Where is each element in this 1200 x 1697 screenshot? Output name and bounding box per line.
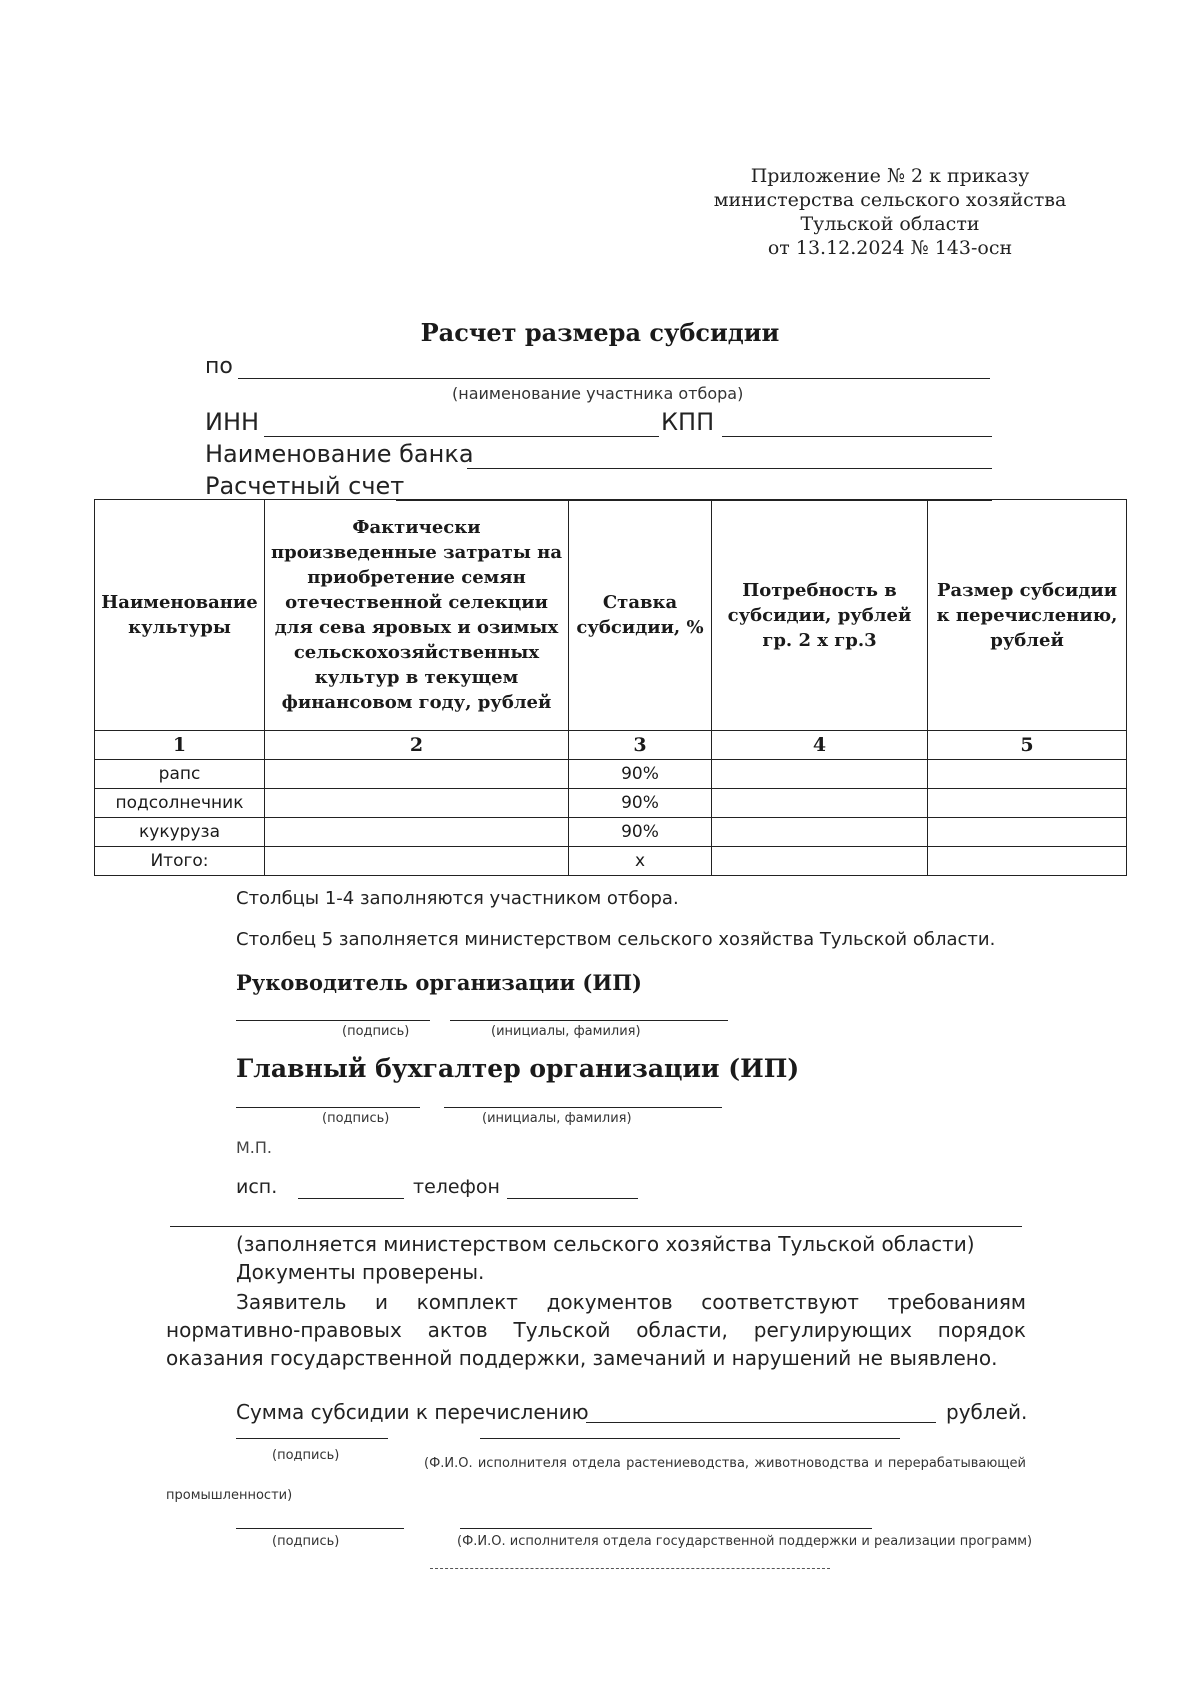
column-number: 5 <box>928 731 1127 760</box>
participant-name-field[interactable] <box>238 378 990 379</box>
inn-field[interactable] <box>264 436 659 437</box>
appendix-line-2: министерства сельского хозяйства <box>713 189 1067 211</box>
accountant-signature-caption: (подпись) <box>322 1111 390 1126</box>
participant-caption: (наименование участника отбора) <box>452 384 744 403</box>
head-signature-field[interactable] <box>236 1020 430 1021</box>
subsidy-table <box>94 499 1127 876</box>
table-row <box>95 760 1127 789</box>
need-cell[interactable] <box>712 760 928 789</box>
executor1-signature-caption: (подпись) <box>272 1448 340 1463</box>
column-header-rate: Ставка субсидии, % <box>569 500 712 731</box>
kpp-label: КПП <box>661 408 715 436</box>
phone-field[interactable] <box>507 1198 638 1199</box>
sum-label: Сумма субсидии к перечислению <box>236 1400 589 1424</box>
column-number: 4 <box>712 731 928 760</box>
executor1-fio-field[interactable] <box>480 1438 900 1439</box>
executor1-signature-field[interactable] <box>236 1438 388 1439</box>
table-total-row <box>95 847 1127 876</box>
docs-checked: Документы проверены. <box>236 1260 485 1284</box>
costs-cell[interactable] <box>265 760 569 789</box>
executor2-signature-caption: (подпись) <box>272 1534 340 1549</box>
costs-cell[interactable] <box>265 789 569 818</box>
executor2-fio-field[interactable] <box>460 1528 872 1529</box>
appendix-line-3: Тульской области <box>800 213 980 235</box>
crop-name-cell: рапс <box>95 760 265 789</box>
chief-accountant-title: Главный бухгалтер организации (ИП) <box>236 1054 800 1083</box>
costs-cell[interactable] <box>265 818 569 847</box>
amount-cell[interactable] <box>928 760 1127 789</box>
accountant-signature-field[interactable] <box>236 1107 420 1108</box>
accountant-initials-caption: (инициалы, фамилия) <box>482 1111 632 1126</box>
kpp-field[interactable] <box>722 436 992 437</box>
executor-label: исп. <box>236 1176 278 1198</box>
amount-cell[interactable] <box>928 789 1127 818</box>
po-label: по <box>205 354 233 379</box>
column-header-crop: Наименование культуры <box>95 500 265 731</box>
note-column-5: Столбец 5 заполняется министерством сельского хозяйства Тульской области. <box>236 929 996 950</box>
rate-cell: х <box>569 847 712 876</box>
sum-field[interactable] <box>586 1422 936 1423</box>
bank-name-label: Наименование банка <box>205 440 474 468</box>
column-header-need: Потребность в субсидии, рублей гр. 2 х гр.3 <box>712 500 928 731</box>
note-columns-1-4: Столбцы 1-4 заполняются участником отбора. <box>236 888 679 909</box>
column-number: 1 <box>95 731 265 760</box>
crop-name-cell: кукуруза <box>95 818 265 847</box>
section-divider <box>170 1226 1022 1227</box>
crop-name-cell: подсолнечник <box>95 789 265 818</box>
appendix-line-4: от 13.12.2024 № 143-осн <box>767 237 1013 259</box>
head-signature-caption: (подпись) <box>342 1024 410 1039</box>
executor-field[interactable] <box>298 1198 404 1199</box>
ministry-filled-note: (заполняется министерством сельского хозяйства Тульской области) <box>236 1232 975 1256</box>
rate-cell: 90% <box>569 789 712 818</box>
bank-name-field[interactable] <box>467 468 992 469</box>
bottom-rule <box>430 1568 830 1569</box>
rate-cell: 90% <box>569 818 712 847</box>
table-header-row <box>95 500 1127 731</box>
column-header-amount: Размер субсидии к перечислению, рублей <box>928 500 1127 731</box>
page-title: Расчет размера субсидии <box>420 318 780 347</box>
costs-cell[interactable] <box>265 847 569 876</box>
table-row <box>95 818 1127 847</box>
rate-cell: 90% <box>569 760 712 789</box>
stamp-place: М.П. <box>236 1138 273 1157</box>
inn-label: ИНН <box>205 408 260 436</box>
amount-cell[interactable] <box>928 818 1127 847</box>
compliance-statement: Заявитель и комплект документов соответствуют требованиям нормативно-правовых актов Тульской области, регулирующих порядок оказания государственной поддержки, замечаний и нарушений не выявлено. <box>166 1290 1026 1370</box>
column-header-actual-costs: Фактически произведенные затраты на приобретение семян отечественной селекции для сева яровых и озимых сельскохозяйственных культур в текущем финансовом году, рублей <box>265 500 569 731</box>
need-cell[interactable] <box>712 847 928 876</box>
appendix-line-1: Приложение № 2 к приказу <box>750 165 1030 187</box>
head-title: Руководитель организации (ИП) <box>236 970 642 995</box>
phone-label: телефон <box>413 1176 500 1198</box>
head-initials-caption: (инициалы, фамилия) <box>491 1024 641 1039</box>
amount-cell[interactable] <box>928 847 1127 876</box>
need-cell[interactable] <box>712 789 928 818</box>
appendix-header <box>700 164 1080 260</box>
executor2-signature-field[interactable] <box>236 1528 404 1529</box>
table-row <box>95 789 1127 818</box>
account-label: Расчетный счет <box>205 472 405 500</box>
executor1-fio-caption: (Ф.И.О. исполнителя отдела растениеводства, животноводства и перерабатывающей промышленности) <box>166 1456 1026 1503</box>
total-label-cell: Итого: <box>95 847 265 876</box>
head-initials-field[interactable] <box>450 1020 728 1021</box>
sum-unit: рублей. <box>946 1400 1028 1424</box>
column-number-row <box>95 731 1127 760</box>
accountant-initials-field[interactable] <box>444 1107 722 1108</box>
column-number: 2 <box>265 731 569 760</box>
column-number: 3 <box>569 731 712 760</box>
need-cell[interactable] <box>712 818 928 847</box>
executor2-fio-caption: (Ф.И.О. исполнителя отдела государственной поддержки и реализации программ) <box>457 1534 1033 1549</box>
